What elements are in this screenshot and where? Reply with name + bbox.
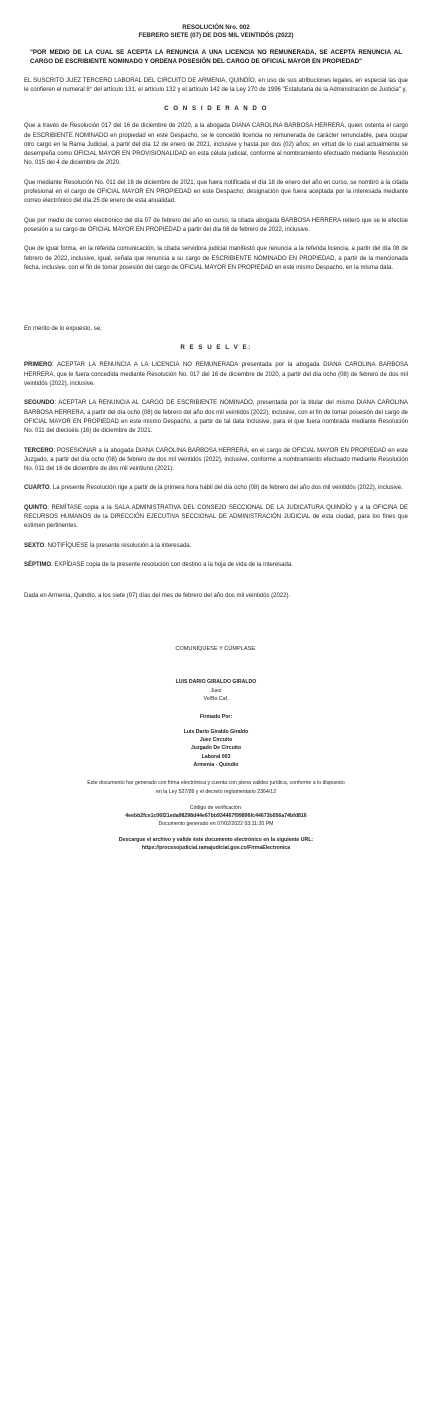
resuelve-text: : ACEPTAR LA RENUNCIA A LA LICENCIA NO REMUNERADA presentada por la abogada DIANA CAROLINA BARBOSA HERRERA, que le fuera concedida mediante Resolución No. 017 del 16 de diciembre de 2020, a partir del día ocho (08) de febrero de dos mil veintidós (2022), inclusive. xyxy=(24,362,408,388)
considerando-paragraph: Que por medio de correo electrónico del día 07 de febrero del año en curso, la citada abogada BARBOSA HERRERA reiteró que se le efectúe posesión a su cargo de OFICIAL MAYOR EN PROPIEDAD a partir del día 08 de febrero de 2022, inclusive. xyxy=(24,217,408,233)
resuelve-item xyxy=(24,504,408,532)
firmado-line: Juez Circuito xyxy=(199,736,233,743)
resuelve-item xyxy=(24,561,408,570)
resuelve-label: PRIMERO xyxy=(24,362,53,369)
firmado-title: Firmado Por: xyxy=(199,714,233,721)
resolution-subject: "POR MEDIO DE LA CUAL SE ACEPTA LA RENUNCIA A UNA LICENCIA NO REMUNERADA, SE ACEPTA RENUNCIA AL CARGO DE ESCRIBIENTE NOMINADO Y ORDENA POSESIÓN DEL CARGO DE OFICIAL MAYOR EN PROPIEDAD" xyxy=(30,48,402,65)
validation-url[interactable]: https://procesojudicial.ramajudicial.gov.co/FirmaElectronica xyxy=(141,844,291,851)
comuniquese-line: COMUNÍQUESE Y CÚMPLASE. xyxy=(175,646,257,653)
resuelve-title: R E S U E L V E: xyxy=(180,344,252,352)
resuelve-item xyxy=(24,484,408,493)
signer-name: LUIS DARIO GIRALDO GIRALDO xyxy=(175,679,257,686)
generated-timestamp: Documento generado en 07/02/2022 03:11:20 PM xyxy=(158,821,274,828)
considerando-paragraph: Que de igual forma, en la referida comunicación, la citada servidora judicial manifestó que renuncia a la referida licencia, a partir del día 08 de febrero de 2022, inclusive, igual, señala que renuncia a su cargo de ESCRIBIENTE NOMINADO EN PROPIEDAD, a partir de la mencionada fecha, inclusive, con el fin de tomar posesión del cargo de OFICIAL MAYOR EN PROPIEDAD en este mismo Despacho, en la misma data. xyxy=(24,246,408,271)
resuelve-text: . EXPÍDASE copia de la presente resolución con destino a la hoja de vida de la interesada. xyxy=(51,561,293,568)
electronic-signature-block xyxy=(24,713,408,769)
firmado-line: Luis Dario Giraldo Giraldo xyxy=(183,728,249,735)
firmado-line: Juzgado De Circuito xyxy=(190,745,242,752)
download-instructions: Descargue el archivo y valide éste documento electrónico en la siguiente URL: xyxy=(118,836,314,843)
resuelve-text: . La presente Resolución rige a partir de la primera hora hábil del día ocho (08) de febrero del año dos mil veintidós (2022), inclusive. xyxy=(49,485,403,492)
resuelve-label: SEXTO xyxy=(24,542,45,549)
firmado-line: Laboral 003 xyxy=(201,753,231,760)
verification-block xyxy=(24,804,408,829)
verification-label: Código de verificación: xyxy=(189,804,243,811)
firmado-line: Armenia - Quindio xyxy=(193,761,239,768)
verification-code: 4eebb2fce1c06f21eda98298d44e67bb934467f99896fc44673b056a74bfd816 xyxy=(125,813,307,820)
resuelve-item xyxy=(24,447,408,475)
resuelve-text: . REMÍTASE copia a la SALA ADMINISTRATIVA DEL CONSEJO SECCIONAL DE LA JUDICATURA QUINDÍO y a la OFICINA DE RECURSOS HUMANOS de la DIRECCIÓN EJECUTIVA SECCIONAL DE ADMINISTRACIÓN JUDICIAL de esta ciudad, para los fines que estimen pertinentes. xyxy=(24,504,408,530)
document-header xyxy=(24,24,408,41)
resuelve-label: SÉPTIMO xyxy=(24,561,52,568)
considerando-paragraph: Que a través de Resolución 017 del 16 de diciembre de 2020, a la abogada DIANA CAROLINA BARBOSA HERRERA, quien ostenta el cargo de ESCRIBIENTE NOMINADO en propiedad en este Despacho, se le concedió licencia no remunerada de carácter renunciable, para ocupar otro cargo en la Rama Judicial, a partir del día 12 de enero de 2021, inclusive y hasta por dos (02) años; en virtud de lo cual actualmente se desempeña como OFICIAL MAYOR EN PROVISIONALIDAD en esta célula judicial, conforme al nombramiento efectuado mediante Resolución No. 015 del 4 de diciembre de 2020. xyxy=(24,123,408,167)
considerando-title: C O N S I D E R A N D O xyxy=(164,105,268,113)
resuelve-label: SEGUNDO xyxy=(24,400,55,407)
considerando-paragraph: Que mediante Resolución No. 011 del 16 de diciembre de 2021, que fuera notificada el día 18 de enero del año en curso, se nombró a la citada profesional en el cargo de OFICIAL MAYOR EN PROPIEDAD en este Despacho; designación que fuera aceptada por la interesada mediante correo electrónico del día 25 de enero de esta anualidad. xyxy=(24,179,408,205)
resuelve-label: QUINTO xyxy=(24,504,48,511)
resuelve-text: : ACEPTAR LA RENUNCIA AL CARGO DE ESCRIBIENTE NOMINADO, presentada por la titular del mismo DIANA CAROLINA BARBOSA HERRERA, a partir del día ocho (08) de febrero del año dos mil veintidós (2022), inclusive, con el fin de tomar posesión del cargo de OFICIAL MAYOR EN PROPIEDAD en este mismo Despacho, a partir de tal data inclusive, para el que fuera nombrada mediante Resolución No. 011 del dieciséis (16) de diciembre de 2021. xyxy=(24,400,408,435)
resolution-date: FEBRERO SIETE (07) DE DOS MIL VEINTIDÓS (2022) xyxy=(138,32,294,40)
resuelve-label: TERCERO xyxy=(24,447,54,454)
resuelve-text: : POSESIONAR a la abogada DIANA CAROLINA BARBOSA HERRERA, en el cargo de OFICIAL MAYOR EN PROPIEDAD en este Juzgado, a partir del día ocho (08) de febrero de dos mil veintidós (2022), inclusive, conforme a nombramiento efectuado mediante Resolución No. 011 del 16 de diciembre de dos mil veintiuno (2021). xyxy=(24,447,408,473)
resuelve-label: CUARTO xyxy=(24,485,50,492)
resolution-number: RESOLUCIÓN Nro. 002 xyxy=(182,24,250,31)
intro-paragraph: EL SUSCRITO JUEZ TERCERO LABORAL DEL CIRCUITO DE ARMENIA, QUINDÍO, en uso de sus atribuciones legales, en especial las que le confieren el numeral 8° del artículo 131, el artículo 132 y el artículo 142 de la Ley 270 de 1996 "Estatutaria de la Administración de Justicia" y, xyxy=(24,77,408,93)
document-page xyxy=(24,24,408,852)
validity-note: Este documento fue generado con firma electrónica y cuenta con plena validez jurídica, conforme a lo dispuesto en la Ley 527/99 y el decreto reglamentario 2364/12 xyxy=(87,780,345,795)
signer-vobo: Vo/Bo.Caf. xyxy=(203,696,229,703)
merito-paragraph: En mérito de lo expuesto, se, xyxy=(24,326,102,333)
resuelve-item xyxy=(24,361,408,389)
signer-role: Juez xyxy=(210,687,222,694)
resuelve-item xyxy=(24,399,408,436)
resuelve-text: . NOTIFÍQUESE la presente resolución a la interesada. xyxy=(44,542,192,549)
resuelve-item xyxy=(24,542,408,551)
signature-block xyxy=(24,678,408,703)
dada-paragraph: Dada en Armenia, Quindío, a los siete (07) días del mes de febrero del año dos mil veintidós (2022). xyxy=(24,593,291,600)
